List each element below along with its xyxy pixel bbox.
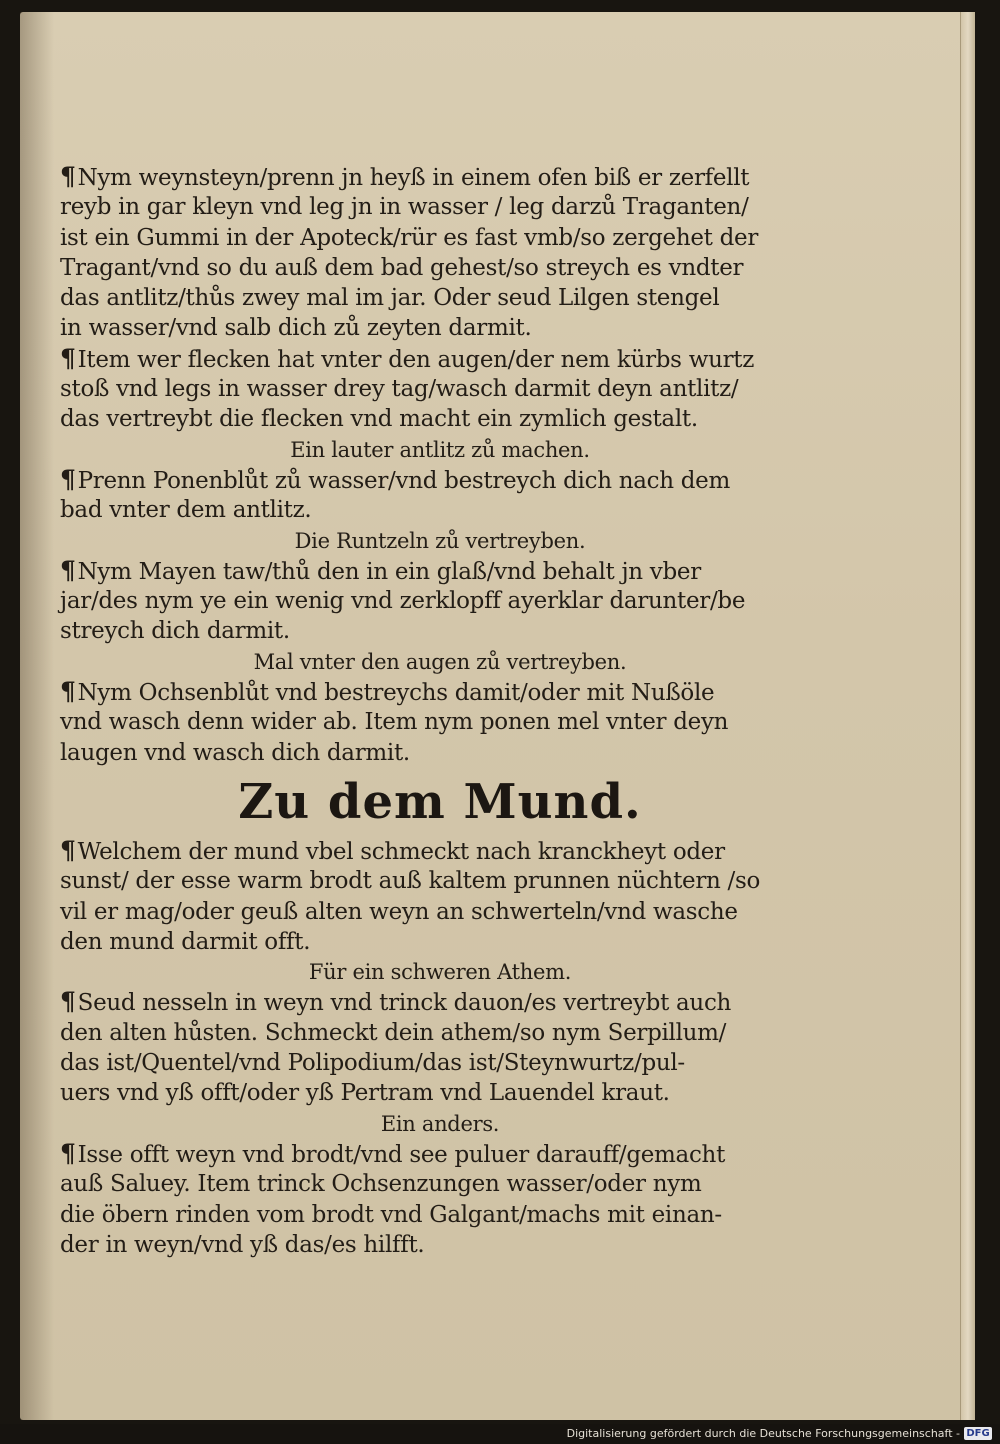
section-skin-remedies bbox=[60, 162, 820, 768]
text-line bbox=[60, 1078, 820, 1108]
text-line bbox=[60, 223, 820, 253]
text-line bbox=[60, 586, 820, 616]
line-text: den mund darmit offt. bbox=[60, 928, 311, 955]
line-text: ist ein Gummi in der Apoteck/rür es fast vmb/so zergehet der bbox=[60, 224, 759, 251]
line-text: Für ein schweren Athem. bbox=[308, 960, 572, 985]
line-text: jar/des nym ye ein wenig vnd zerklopff ayerklar darunter/be bbox=[60, 588, 746, 615]
text-line bbox=[60, 556, 820, 586]
line-text: auß Saluey. Item trinck Ochsenzungen wasser/oder nym bbox=[60, 1171, 702, 1198]
pilcrow-mark: ¶ bbox=[60, 677, 76, 707]
subheading-line bbox=[60, 435, 820, 465]
text-line bbox=[60, 987, 820, 1017]
subheading-line bbox=[60, 957, 820, 987]
book-page bbox=[20, 12, 975, 1420]
line-text: den alten hůsten. Schmeckt dein athem/so nym Serpillum/ bbox=[60, 1019, 727, 1046]
line-text: bad vnter dem antlitz. bbox=[60, 497, 312, 524]
pilcrow-mark: ¶ bbox=[60, 835, 76, 865]
line-text: Nym weynsteyn/prenn jn heyß in einem ofen biß er zerfellt bbox=[77, 165, 750, 191]
text-line bbox=[60, 374, 820, 404]
text-line bbox=[60, 192, 820, 222]
line-text: Tragant/vnd so du auß dem bad gehest/so streych es vndter bbox=[60, 254, 744, 281]
text-line bbox=[60, 344, 820, 374]
line-text: vil er mag/oder geuß alten weyn an schwerteln/vnd wasche bbox=[60, 898, 738, 925]
text-line bbox=[60, 1139, 820, 1169]
footer-bar bbox=[0, 1424, 1000, 1444]
line-text: Isse offt weyn vnd brodt/vnd see puluer darauff/gemacht bbox=[77, 1141, 726, 1168]
line-text: das antlitz/thůs zwey mal im jar. Oder seud Lilgen stengel bbox=[60, 285, 720, 312]
text-line bbox=[60, 616, 820, 646]
line-text: das ist/Quentel/vnd Polipodium/das ist/Steynwurtz/pul- bbox=[60, 1050, 685, 1077]
text-line bbox=[60, 1200, 820, 1230]
line-text: Mal vnter den augen zů vertreyben. bbox=[253, 649, 627, 674]
pilcrow-mark: ¶ bbox=[60, 555, 76, 585]
line-text: Die Runtzeln zů vertreyben. bbox=[294, 528, 586, 553]
text-block bbox=[60, 162, 820, 1260]
text-line bbox=[60, 738, 820, 768]
text-line bbox=[60, 465, 820, 495]
line-text: Nym Mayen taw/thů den in ein glaß/vnd behalt jn vber bbox=[77, 558, 701, 585]
text-line bbox=[60, 927, 820, 957]
text-line bbox=[60, 836, 820, 866]
line-text: laugen vnd wasch dich darmit. bbox=[60, 739, 410, 766]
gutter-shadow bbox=[20, 12, 54, 1420]
line-text: die öbern rinden vom brodt vnd Galgant/machs mit einan- bbox=[60, 1201, 722, 1228]
line-text: Prenn Ponenblůt zů wasser/vnd bestreych dich nach dem bbox=[77, 467, 730, 494]
subheading-line bbox=[60, 647, 820, 677]
section-mouth-remedies bbox=[60, 836, 820, 1260]
line-text: sunst/ der esse warm brodt auß kaltem prunnen nüchtern /so bbox=[60, 868, 761, 895]
text-line bbox=[60, 404, 820, 434]
pilcrow-mark: ¶ bbox=[60, 987, 76, 1017]
text-line bbox=[60, 1048, 820, 1078]
line-text: stoß vnd legs in wasser drey tag/wasch darmit deyn antlitz/ bbox=[60, 376, 739, 403]
line-text: Ein anders. bbox=[380, 1111, 500, 1136]
line-text: Seud nesseln in weyn vnd trinck dauon/es vertreybt auch bbox=[77, 990, 732, 1017]
line-text: Welchem der mund vbel schmeckt nach kranckheyt oder bbox=[77, 838, 725, 865]
subheading-line bbox=[60, 526, 820, 556]
line-text: der in weyn/vnd yß das/es hilfft. bbox=[60, 1231, 425, 1258]
text-line bbox=[60, 162, 820, 192]
line-text: Nym Ochsenblůt vnd bestreychs damit/oder mit Nußöle bbox=[77, 680, 715, 707]
text-line bbox=[60, 283, 820, 313]
line-text: das vertreybt die flecken vnd macht ein zymlich gestalt. bbox=[60, 406, 698, 433]
text-line bbox=[60, 253, 820, 283]
text-line bbox=[60, 313, 820, 343]
text-line bbox=[60, 495, 820, 525]
text-line bbox=[60, 1169, 820, 1199]
line-text: vnd wasch denn wider ab. Item nym ponen mel vnter deyn bbox=[60, 709, 729, 736]
pilcrow-mark: ¶ bbox=[60, 162, 76, 191]
text-line bbox=[60, 707, 820, 737]
text-line bbox=[60, 677, 820, 707]
pilcrow-mark: ¶ bbox=[60, 1138, 76, 1168]
text-line bbox=[60, 897, 820, 927]
dfg-logo: DFG bbox=[964, 1427, 992, 1440]
text-line bbox=[60, 1230, 820, 1260]
section-heading: Zu dem Mund. bbox=[238, 773, 642, 830]
line-text: Ein lauter antlitz zů machen. bbox=[290, 437, 590, 462]
line-text: reyb in gar kleyn vnd leg jn in wasser / leg darzů Traganten/ bbox=[60, 194, 749, 221]
line-text: Item wer flecken hat vnter den augen/der nem kürbs wurtz bbox=[77, 346, 755, 373]
pilcrow-mark: ¶ bbox=[60, 464, 76, 494]
text-line bbox=[60, 1018, 820, 1048]
line-text: streych dich darmit. bbox=[60, 618, 290, 645]
text-line bbox=[60, 866, 820, 896]
line-text: uers vnd yß offt/oder yß Pertram vnd Lauendel kraut. bbox=[60, 1080, 670, 1107]
subheading-line bbox=[60, 1109, 820, 1139]
page-edge bbox=[960, 12, 975, 1420]
pilcrow-mark: ¶ bbox=[60, 343, 76, 373]
line-text: in wasser/vnd salb dich zů zeyten darmit. bbox=[60, 315, 532, 342]
footer-credit: Digitalisierung gefördert durch die Deutsche Forschungsgemeinschaft - bbox=[566, 1427, 960, 1440]
